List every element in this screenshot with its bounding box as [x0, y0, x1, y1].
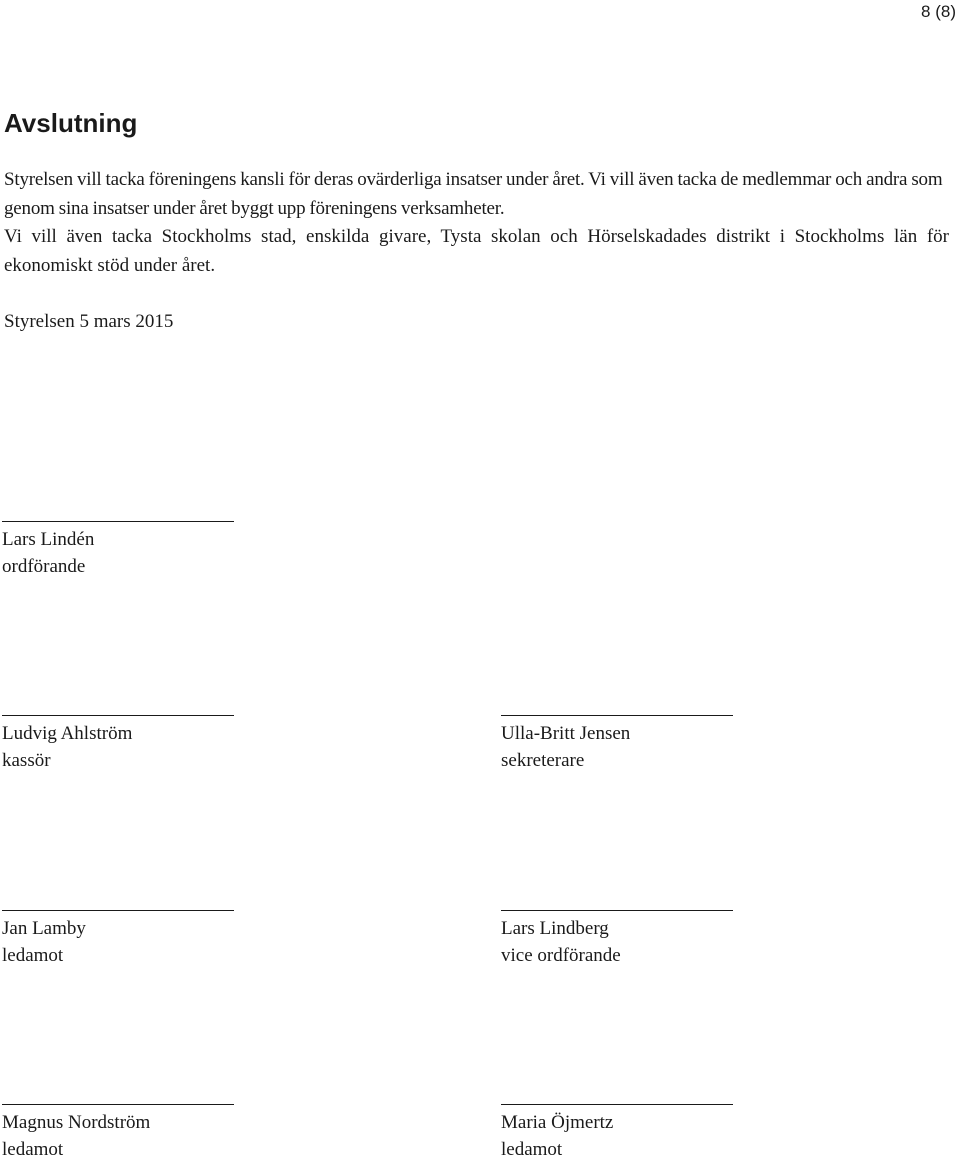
signature-block-secretary [501, 715, 733, 774]
signing-date: Styrelsen 5 mars 2015 [4, 311, 174, 332]
page-number: 8 (8) [921, 2, 956, 21]
signer-role: sekreterare [501, 750, 585, 771]
signature-block-member [2, 1104, 234, 1163]
signer-name: Ludvig Ahlström [2, 723, 133, 744]
signature-block-vice-chairman [501, 910, 733, 969]
signature-line [2, 521, 234, 522]
signer-name: Jan Lamby [2, 918, 86, 939]
signature-block-treasurer [2, 715, 234, 774]
signature-line [2, 1104, 234, 1105]
signature-block-chairman [2, 521, 234, 580]
closing-text [4, 166, 949, 280]
signature-block-member [2, 910, 234, 969]
signature-block-member [501, 1104, 733, 1163]
signer-role: vice ordförande [501, 945, 621, 966]
signature-line [501, 910, 733, 911]
signature-line [2, 715, 234, 716]
signature-line [501, 1104, 733, 1105]
signer-name: Maria Öjmertz [501, 1112, 614, 1133]
signer-role: ledamot [2, 1139, 64, 1160]
thanks-paragraph-staff: Styrelsen vill tacka föreningens kansli för deras ovärderliga insatser under året. Vi vill även tacka de medlemmar och andra som genom sina insatser under året byggt upp föreningens verksamheter. [4, 169, 943, 219]
signer-name: Magnus Nordström [2, 1112, 151, 1133]
signature-line [501, 715, 733, 716]
section-title: Avslutning [4, 108, 138, 138]
signer-role: ledamot [501, 1139, 563, 1160]
signer-role: ledamot [2, 945, 64, 966]
signer-role: ordförande [2, 556, 86, 577]
signer-role: kassör [2, 750, 51, 771]
signer-name: Ulla-Britt Jensen [501, 723, 631, 744]
signer-name: Lars Lindberg [501, 918, 609, 939]
signature-line [2, 910, 234, 911]
signer-name: Lars Lindén [2, 529, 95, 550]
thanks-paragraph-funders: Vi vill även tacka Stockholms stad, enskilda givare, Tysta skolan och Hörselskadades distrikt i Stockholms län för ekonomiskt stöd under året. [4, 226, 949, 276]
